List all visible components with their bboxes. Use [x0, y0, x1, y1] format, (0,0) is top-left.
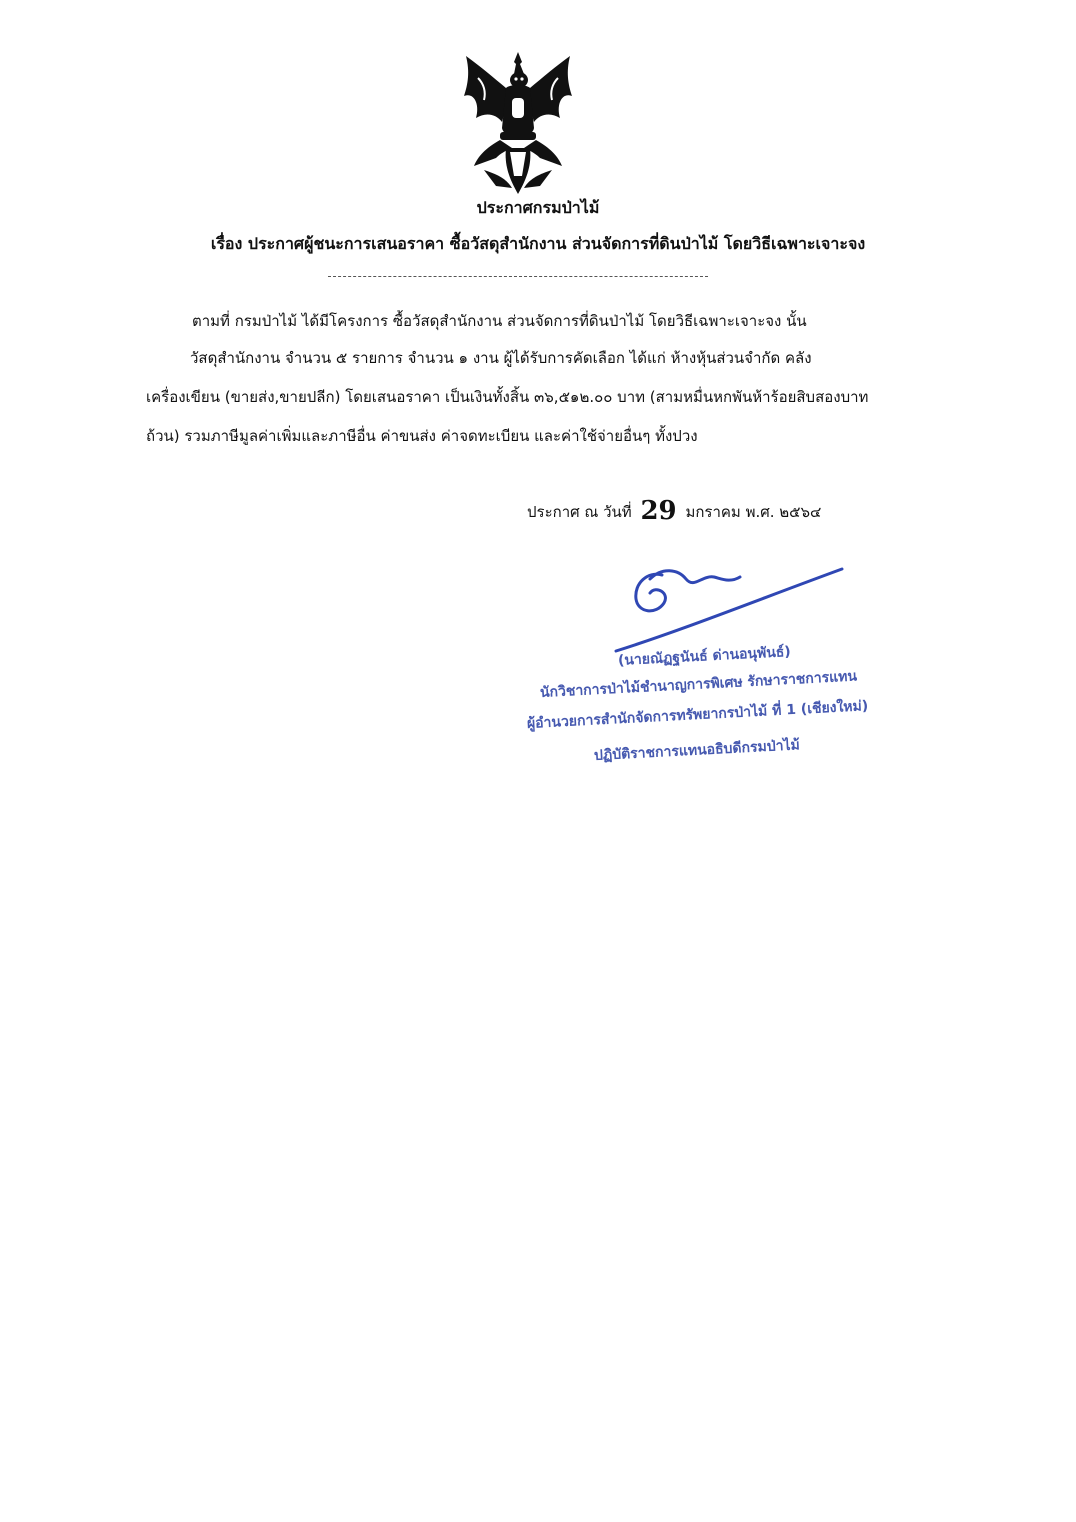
body-line-2: วัสดุสำนักงาน จำนวน ๕ รายการ จำนวน ๑ งาน ผู้ได้รับการคัดเลือก ได้แก่ ห้างหุ้นส่วนจำกัด คลัง: [190, 349, 812, 367]
signer-on-behalf: ปฏิบัติราชการแทนอธิบดีกรมป่าไม้: [593, 737, 801, 764]
announcement-date: [527, 496, 821, 527]
subject-heading: เรื่อง ประกาศผู้ชนะการเสนอราคา ซื้อวัสดุสำนักงาน ส่วนจัดการที่ดินป่าไม้ โดยวิธีเฉพาะเจาะจง: [210, 234, 866, 253]
body-line-4: ถ้วน) รวมภาษีมูลค่าเพิ่มและภาษีอื่น ค่าขนส่ง ค่าจดทะเบียน และค่าใช้จ่ายอื่นๆ ทั้งปวง: [146, 427, 698, 445]
garuda-emblem-icon: [456, 48, 580, 198]
body-line-3: เครื่องเขียน (ขายส่ง,ขายปลีก) โดยเสนอราคา เป็นเงินทั้งสิ้น ๓๖,๕๑๒.๐๐ บาท (สามหมื่นหกพันห้าร้อยสิบสองบาท: [146, 388, 869, 406]
date-day: 29: [640, 496, 677, 526]
issuer-heading: ประกาศกรมป่าไม้: [476, 198, 600, 217]
date-month-year: มกราคม พ.ศ. ๒๕๖๔: [685, 503, 822, 521]
signer-position: นักวิชาการป่าไม้ชำนาญการพิเศษ รักษาราชการแทน: [539, 668, 858, 701]
body-line-1: ตามที่ กรมป่าไม้ ได้มีโครงการ ซื้อวัสดุสำนักงาน ส่วนจัดการที่ดินป่าไม้ โดยวิธีเฉพาะเจาะจง นั้น: [192, 312, 807, 330]
date-prefix: ประกาศ ณ วันที่: [527, 503, 632, 521]
signer-office: ผู้อำนวยการสำนักจัดการทรัพยากรป่าไม้ ที่ 1 (เชียงใหม่): [526, 698, 869, 732]
signer-name: (นายณัฏฐนันธ์ ด่านอนุพันธ์): [617, 643, 792, 669]
dashed-divider: [328, 276, 708, 277]
